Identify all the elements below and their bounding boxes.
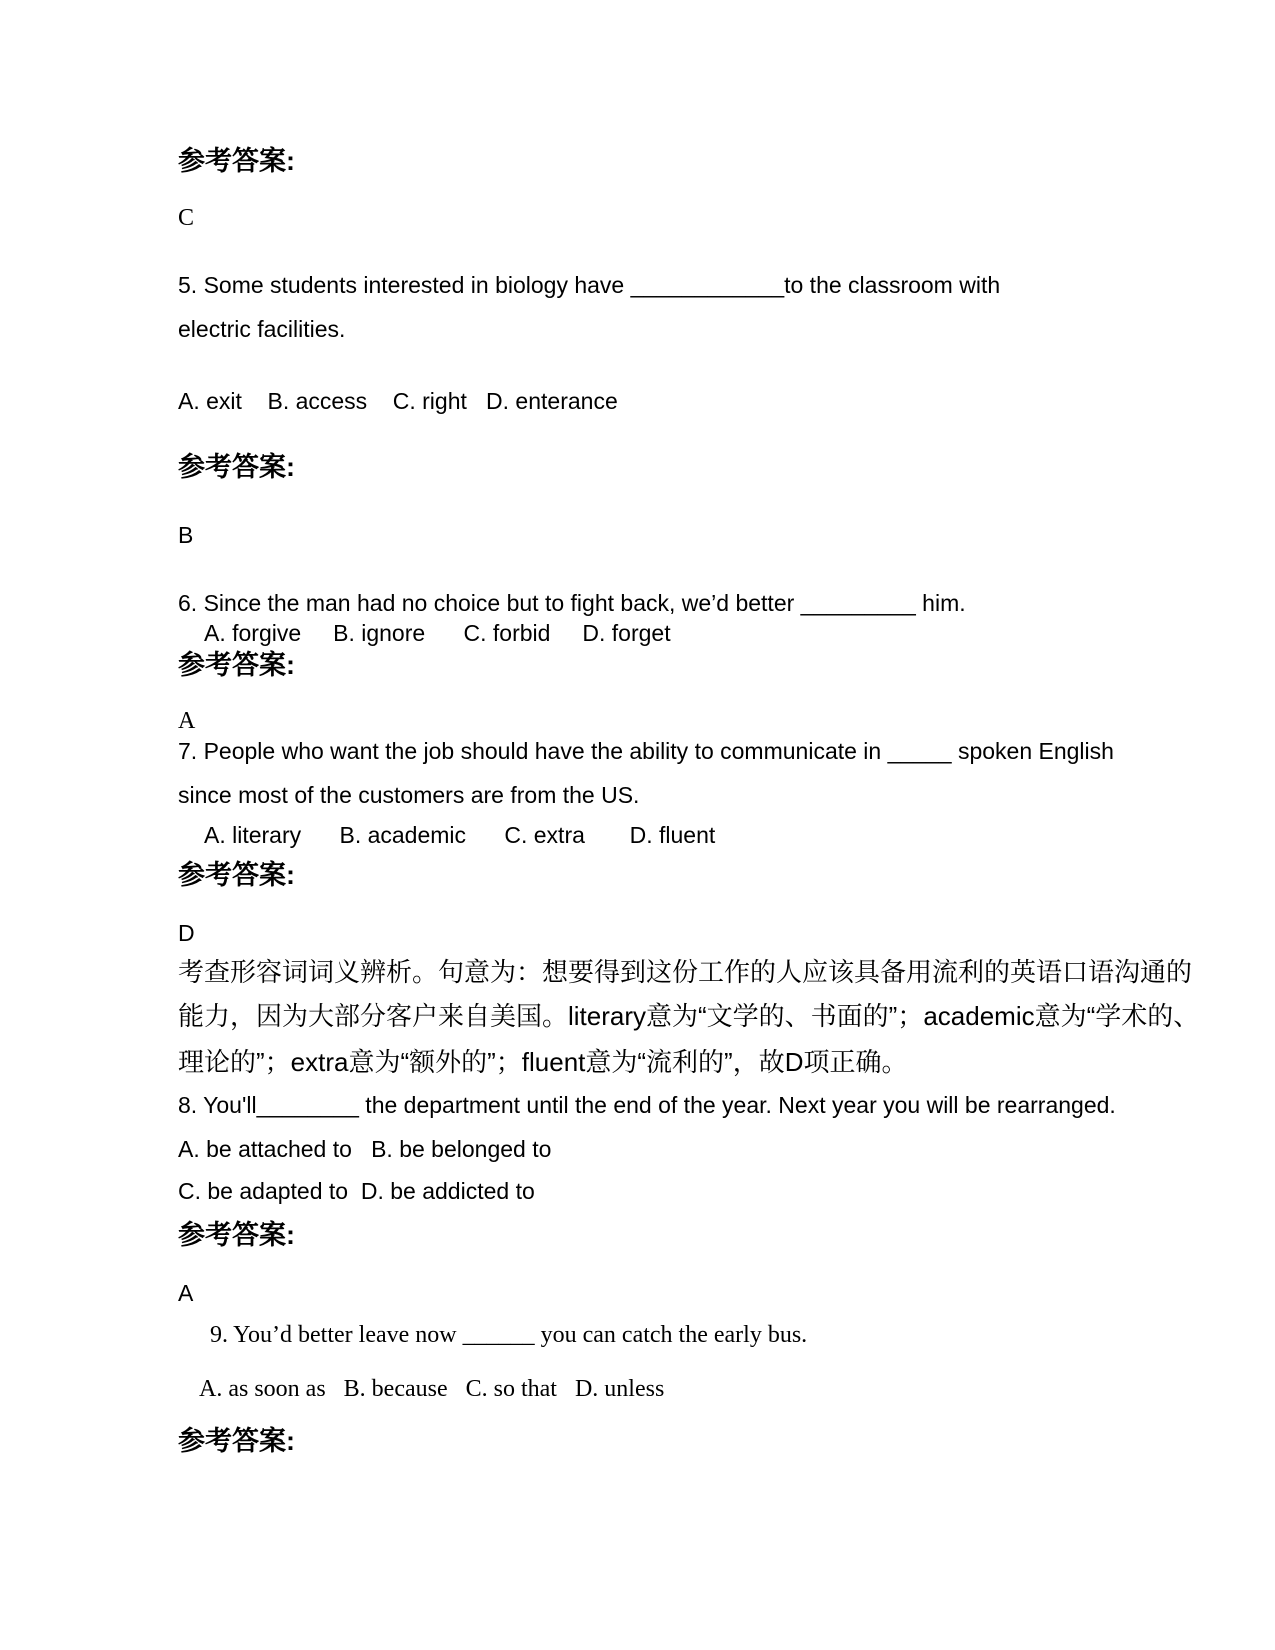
reference-answer-heading: 参考答案:: [178, 452, 295, 482]
reference-answer-heading: 参考答案:: [178, 1220, 295, 1250]
question-7-explanation-line3: 理论的”；extra意为“额外的”；fluent意为“流利的”，故D项正确。: [178, 1047, 908, 1077]
answer-value-q7: D: [178, 920, 195, 946]
question-7-options: A. literary B. academic C. extra D. fluent: [204, 822, 716, 848]
answer-value-q4: C: [178, 205, 195, 231]
question-6-text-line1: 6. Since the man had no choice but to fight back, we’d better _________ him.: [178, 590, 966, 616]
question-8-options-line1: A. be attached to B. be belonged to: [178, 1136, 552, 1162]
question-6-options: A. forgive B. ignore C. forbid D. forget: [204, 620, 671, 646]
question-9-text-line1: 9. You’d better leave now ______ you can catch the early bus.: [210, 1322, 808, 1348]
question-7-explanation-line1: 考查形容词词义辨析。句意为：想要得到这份工作的人应该具备用流利的英语口语沟通的: [178, 957, 1193, 987]
question-9-options: A. as soon as B. because C. so that D. unless: [199, 1376, 665, 1402]
question-7-text-line2: since most of the customers are from the US.: [178, 782, 640, 808]
reference-answer-heading: 参考答案:: [178, 1426, 295, 1456]
question-7-text-line1: 7. People who want the job should have the ability to communicate in _____ spoken English: [178, 738, 1114, 764]
question-5-text-line2: electric facilities.: [178, 316, 346, 342]
question-8-text-line1: 8. You'll________ the department until the end of the year. Next year you will be rearranged.: [178, 1092, 1116, 1118]
answer-value-q8: A: [178, 1280, 194, 1306]
answer-value-q5: B: [178, 522, 194, 548]
reference-answer-heading: 参考答案:: [178, 860, 295, 890]
reference-answer-heading: 参考答案:: [178, 146, 295, 176]
question-5-options: A. exit B. access C. right D. enterance: [178, 388, 618, 414]
question-7-explanation-line2: 能力，因为大部分客户来自美国。literary意为“文学的、书面的”；academic意为“学术的、: [178, 1001, 1200, 1031]
question-5-text-line1: 5. Some students interested in biology have ____________to the classroom with: [178, 272, 1001, 298]
answer-value-q6: A: [178, 708, 196, 734]
question-8-options-line2: C. be adapted to D. be addicted to: [178, 1178, 535, 1204]
reference-answer-heading: 参考答案:: [178, 650, 295, 680]
